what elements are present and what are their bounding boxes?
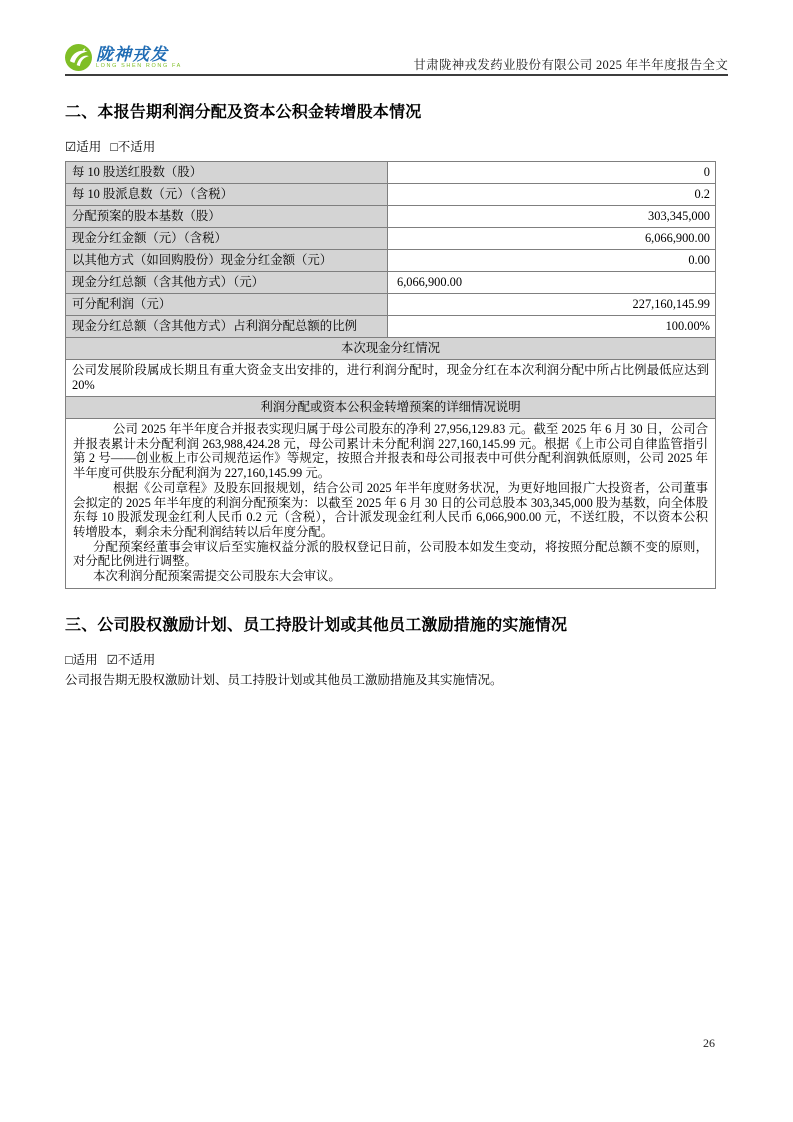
- detail-text-cell: [66, 419, 716, 589]
- cash-dividend-header: 本次现金分红情况: [66, 338, 716, 360]
- row-value: 0: [388, 162, 716, 184]
- table-row: [66, 250, 716, 272]
- applicable-label: 适用: [76, 140, 102, 154]
- section3-title: 三、公司股权激励计划、员工持股计划或其他员工激励措施的实施情况: [65, 616, 568, 634]
- cash-dividend-note: 公司发展阶段属成长期且有重大资金支出安排的，进行利润分配时，现金分红在本次利润分配中所占比例最低应达到 20%: [66, 360, 716, 397]
- section2-title: 二、本报告期利润分配及资本公积金转增股本情况: [65, 104, 422, 121]
- row-label: 分配预案的股本基数（股）: [66, 206, 388, 228]
- not-applicable-label: 不适用: [117, 140, 156, 154]
- table-row: [66, 316, 716, 338]
- logo-chinese-name: 陇神戎发: [96, 44, 168, 64]
- row-label: 可分配利润（元）: [66, 294, 388, 316]
- table-section-header-row: [66, 338, 716, 360]
- table-row: [66, 184, 716, 206]
- table-row: [66, 228, 716, 250]
- unchecked-checkbox-icon: □: [110, 140, 118, 154]
- applicable-label: 适用: [72, 652, 98, 667]
- page-content: [65, 76, 728, 689]
- logo-icon: [65, 44, 92, 71]
- page-header: [65, 44, 728, 76]
- table-row: [66, 206, 716, 228]
- checked-checkbox-icon: ☑: [106, 652, 118, 667]
- profit-distribution-table: [65, 161, 716, 589]
- table-row: [66, 294, 716, 316]
- company-logo: [65, 44, 182, 71]
- not-applicable-option: [110, 140, 155, 154]
- not-applicable-option: [107, 653, 156, 667]
- page-number: 26: [703, 1036, 715, 1050]
- row-label: 以其他方式（如回购股份）现金分红金额（元）: [66, 250, 388, 272]
- applicable-option: [65, 653, 98, 667]
- detail-header: 利润分配或资本公积金转增预案的详细情况说明: [66, 397, 716, 419]
- table-section-header-row: [66, 397, 716, 419]
- section2-applicability: [65, 140, 728, 155]
- row-value: 303,345,000: [388, 206, 716, 228]
- table-detail-row: [66, 419, 716, 589]
- table-row: [66, 162, 716, 184]
- row-label: 现金分红总额（含其他方式）（元）: [66, 272, 388, 294]
- section3-body-text: 公司报告期无股权激励计划、员工持股计划或其他员工激励措施及其实施情况。: [65, 672, 503, 687]
- detail-paragraph: 根据《公司章程》及股东回报规划，结合公司 2025 年半年度财务状况，为更好地回报广大投资者，公司董事会拟定的 2025 年半年度的利润分配预案为：以截至 2025 年 6 月 30 日的公司总股本 303,345,000 股为基数，向全体股东每 10 股派发现金红利人民币 0.2 元（含税），合计派发现金红利人民币 6,066,900.00 元，不送红股，不以资本公积转增股本，剩余未分配利润结转以后年度分配。: [73, 480, 708, 539]
- detail-paragraph: 本次利润分配预案需提交公司股东大会审议。: [93, 569, 341, 584]
- row-value: 0.00: [388, 250, 716, 272]
- row-value: 227,160,145.99: [388, 294, 716, 316]
- row-value: 0.2: [388, 184, 716, 206]
- row-label: 每 10 股送红股数（股）: [66, 162, 388, 184]
- row-label: 每 10 股派息数（元）（含税）: [66, 184, 388, 206]
- row-value: 100.00%: [388, 316, 716, 338]
- not-applicable-label: 不适用: [117, 652, 156, 667]
- row-value: 6,066,900.00: [388, 228, 716, 250]
- document-title: 甘肃陇神戎发药业股份有限公司 2025 年半年度报告全文: [413, 58, 728, 72]
- table-row: [66, 272, 716, 294]
- section3-applicability: [65, 653, 728, 668]
- row-value: 6,066,900.00: [388, 272, 716, 294]
- unchecked-checkbox-icon: □: [65, 652, 73, 667]
- logo-text: [96, 46, 182, 70]
- checked-checkbox-icon: ☑: [65, 140, 77, 154]
- table-note-row: [66, 360, 716, 397]
- row-label: 现金分红金额（元）（含税）: [66, 228, 388, 250]
- applicable-option: [65, 140, 101, 154]
- logo-english-name: LONG SHEN RONG FA: [96, 62, 182, 69]
- row-label: 现金分红总额（含其他方式）占利润分配总额的比例: [66, 316, 388, 338]
- detail-paragraph: 分配预案经董事会审议后至实施权益分派的股权登记日前，公司股本如发生变动，将按照分配总额不变的原则，对分配比例进行调整。: [73, 539, 708, 569]
- detail-paragraph: 公司 2025 年半年度合并报表实现归属于母公司股东的净利 27,956,129.83 元。截至 2025 年 6 月 30 日，公司合并报表累计未分配利润 263,988,424.28 元，母公司累计未分配利润 227,160,145.99 元。根据《上市公司自律监管指引第 2 号——创业板上市公司规范运作》等规定，按照合并报表和母公司报表中可供分配利润孰低原则，公司 2025 年半年度可供股东分配利润为 227,160,145.99 元。: [73, 422, 708, 481]
